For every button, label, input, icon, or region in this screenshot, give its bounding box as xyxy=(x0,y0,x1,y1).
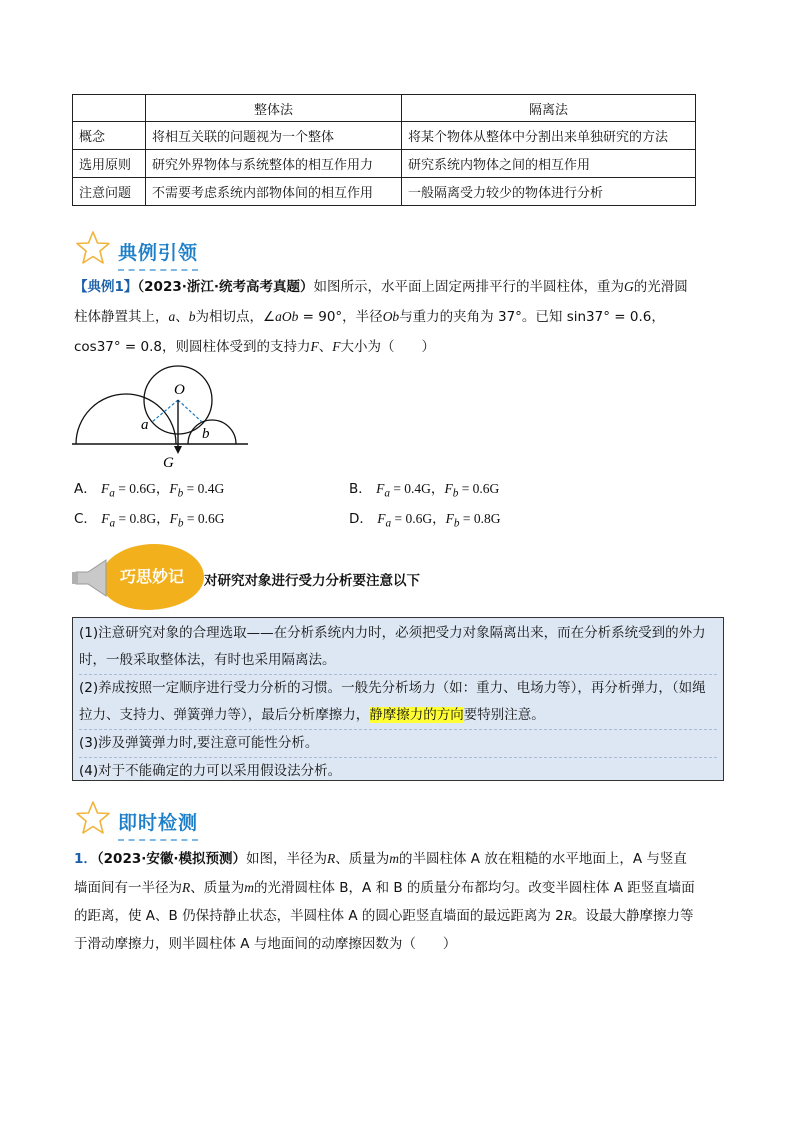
option-label: C． xyxy=(74,511,97,527)
example-question xyxy=(74,272,696,362)
math-symbol: a xyxy=(168,309,176,324)
option-value: = 0.4G， xyxy=(389,481,445,496)
right-half-cylinder xyxy=(188,420,236,444)
notes-box xyxy=(72,617,724,781)
table-header-cell xyxy=(73,95,146,122)
math-symbol: F xyxy=(101,511,110,526)
note-item xyxy=(79,730,717,758)
label-b: b xyxy=(202,426,210,442)
table-header-cell: 隔离法 xyxy=(402,95,696,122)
note-item xyxy=(79,758,717,785)
question-text: 、 xyxy=(175,309,189,325)
question-text: 的光滑圆 xyxy=(633,279,688,295)
question-text: 。设最大静摩擦力等于滑动摩擦力，则半圆柱体 A 与地面间的动摩擦因数为（ ） xyxy=(74,908,694,952)
example-source: （2023·浙江·统考高考真题） xyxy=(137,279,314,295)
table-cell: 选用原则 xyxy=(73,150,146,178)
option-a[interactable] xyxy=(74,477,224,500)
physics-figure xyxy=(70,360,250,472)
question-text: 的光滑圆柱体 B，A 和 B 的质量分布都均匀。改变半圆柱体 A 距竖直墙面的距离，使 A、B 仍保持静止状态，半圆柱体 A 的圆心距竖直墙面的最远距离为 2 xyxy=(74,879,695,924)
math-symbol: R xyxy=(327,851,336,866)
math-symbol: F xyxy=(377,511,386,526)
tip-label: 巧思妙记 xyxy=(120,567,185,586)
table-cell: 研究系统内物体之间的相互作用 xyxy=(402,150,696,178)
math-symbol: F xyxy=(169,511,178,526)
math-symbol: F xyxy=(332,339,341,354)
note-text: (4)对于不能确定的力可以采用假设法分析。 xyxy=(79,763,342,779)
label-a: a xyxy=(141,417,149,433)
note-item xyxy=(79,620,717,675)
table-row xyxy=(73,178,696,206)
option-label: D． xyxy=(349,511,373,527)
math-symbol: F xyxy=(445,511,454,526)
math-symbol: b xyxy=(188,309,196,324)
table-row xyxy=(73,150,696,178)
arrow-head-icon xyxy=(174,446,182,454)
table-cell: 将相互关联的问题视为一个整体 xyxy=(146,122,402,150)
table-row xyxy=(73,122,696,150)
label-O: O xyxy=(174,382,185,398)
math-subscript: b xyxy=(177,487,184,500)
question-text: cos37° = 0.8，则圆柱体受到的支持力 xyxy=(74,339,311,355)
table-header-row xyxy=(73,95,696,122)
section-title: 典例引领 xyxy=(118,238,198,271)
section-title: 即时检测 xyxy=(118,808,198,841)
math-symbol: F xyxy=(101,481,110,496)
note-item xyxy=(79,675,717,730)
question-text: 、质量为 xyxy=(190,879,245,896)
math-symbol: m xyxy=(389,851,399,866)
option-value: = 0.8G xyxy=(459,511,501,526)
note-text: (3)涉及弹簧弹力时,要注意可能性分析。 xyxy=(79,735,319,751)
note-text: 要特别注意。 xyxy=(463,707,545,723)
question-text: 的半圆柱体 A 放在粗糙的水平地面上，A 与竖直墙面间有一半径为 xyxy=(74,851,687,896)
math-symbol: F xyxy=(310,339,319,354)
table-cell: 注意问题 xyxy=(73,178,146,206)
note-text: (2)养成按照一定顺序进行受力分析的习惯。一般先分析场力（如：重力、电场力等），再分析弹力，（如绳拉力、支持力、弹簧弹力等），最后分析摩擦力， xyxy=(79,680,706,723)
comparison-table xyxy=(72,94,696,206)
quiz-question xyxy=(74,845,696,958)
option-value: = 0.8G， xyxy=(115,511,170,526)
table-cell: 概念 xyxy=(73,122,146,150)
table-cell: 研究外界物体与系统整体的相互作用力 xyxy=(146,150,402,178)
math-symbol: m xyxy=(244,879,254,895)
math-symbol: F xyxy=(169,481,178,496)
star-icon xyxy=(74,800,112,836)
math-subscript: a xyxy=(385,517,392,530)
math-subscript: a xyxy=(384,487,390,500)
option-c[interactable] xyxy=(74,507,224,530)
question-text: 大小为（ ） xyxy=(340,339,436,355)
option-d[interactable] xyxy=(349,507,500,530)
option-value: = 0.6G xyxy=(458,481,500,496)
megaphone-icon xyxy=(72,554,116,602)
question-number: 1． xyxy=(74,851,97,867)
math-subscript: a xyxy=(109,517,116,530)
tip-banner xyxy=(72,540,712,614)
option-value: = 0.4G xyxy=(183,481,225,496)
tip-description: 对研究对象进行受力分析要注意以下 xyxy=(204,573,420,589)
math-symbol: R xyxy=(563,908,573,923)
math-symbol: F xyxy=(444,481,453,496)
question-source: （2023·安徽·模拟预测） xyxy=(96,851,246,867)
math-symbol: R xyxy=(182,879,191,895)
math-subscript: b xyxy=(452,487,459,500)
math-symbol: G xyxy=(624,279,634,294)
question-text: 与重力的夹角为 37°。已知 sin37° = 0.6， xyxy=(399,309,665,325)
math-subscript: a xyxy=(109,487,115,500)
option-label: A． xyxy=(74,481,97,497)
option-value: = 0.6G， xyxy=(391,511,446,526)
math-subscript: b xyxy=(177,517,184,530)
star-icon xyxy=(74,230,112,266)
table-cell: 一般隔离受力较少的物体进行分析 xyxy=(402,178,696,206)
question-text: 、质量为 xyxy=(335,851,390,867)
highlighted-text: 静摩擦力的方向 xyxy=(369,707,464,723)
math-subscript: b xyxy=(453,517,460,530)
question-text: 为相切点，∠ xyxy=(195,309,276,325)
math-symbol: F xyxy=(376,481,385,496)
table-header-cell: 整体法 xyxy=(146,95,402,122)
question-text: 柱体静置其上， xyxy=(74,309,169,325)
question-text: 、 xyxy=(318,339,333,355)
example-tag: 【典例1】 xyxy=(74,279,138,295)
question-text: 如图，半径为 xyxy=(246,851,327,867)
option-value: = 0.6G， xyxy=(114,481,170,496)
question-text: 如图所示，水平面上固定两排平行的半圆柱体，重为 xyxy=(313,279,624,295)
option-value: = 0.6G xyxy=(183,511,225,526)
question-text: = 90°，半径 xyxy=(298,309,383,325)
table-cell: 不需要考虑系统内部物体间的相互作用 xyxy=(146,178,402,206)
left-half-cylinder xyxy=(76,394,176,444)
note-text: (1)注意研究对象的合理选取——在分析系统内力时，必须把受力对象隔离出来，而在分析系统受到的外力时，一般采取整体法，有时也采用隔离法。 xyxy=(79,625,706,668)
label-G: G xyxy=(163,455,174,471)
option-label: B． xyxy=(349,481,372,497)
option-b[interactable] xyxy=(349,477,499,500)
math-symbol: Ob xyxy=(382,309,400,324)
radius-Ob xyxy=(178,400,202,422)
table-cell: 将某个物体从整体中分割出来单独研究的方法 xyxy=(402,122,696,150)
math-symbol: aOb xyxy=(275,309,299,324)
